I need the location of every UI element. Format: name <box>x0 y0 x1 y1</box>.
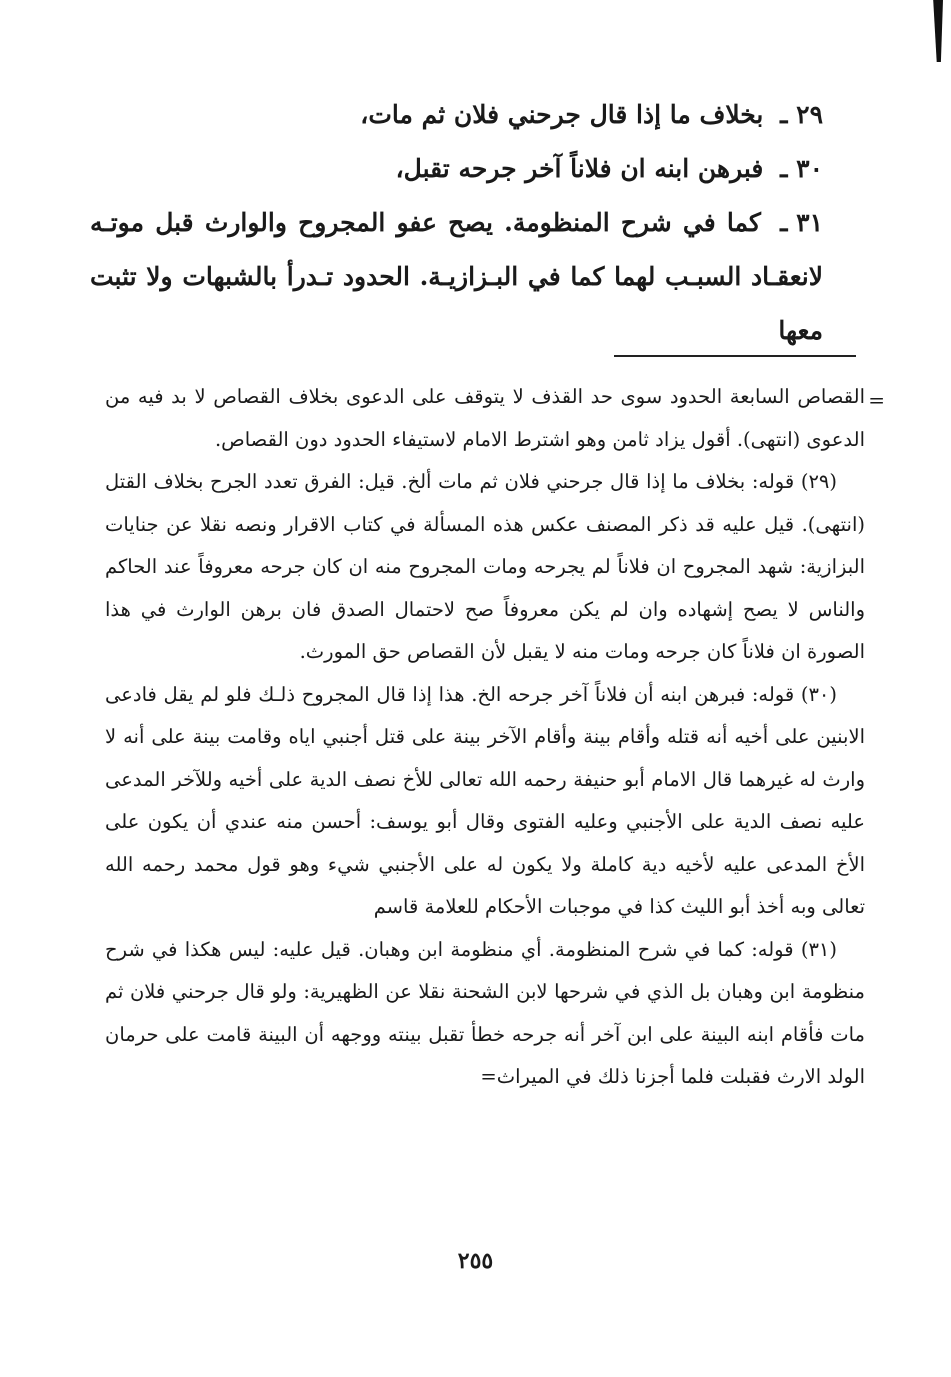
footnote-divider <box>614 355 856 357</box>
main-item-31 <box>90 196 823 358</box>
note-29: (٢٩) قوله: بخلاف ما إذا قال جرحني فلان ثم مات ألخ. قيل: الفرق تعدد الجرح بخلاف القتل (انتهى). قيل عليه قد ذكر المصنف عكس هذه المسألة في كتاب الاقرار ونصه نقلا عن جنايات البزازية: شهد المجروح ان فلاناً لم يجرحه ومات المجروح منه ان كان جرحه معروفاً عند الحاكم والناس لا يصح إشهاده وان لم يكن معروفاً صح لاحتمال الصدق فان برهن الوارث في هذا الصورة ان فلاناً كان جرحه ومات منه لا يقبل لأن القصاص حق المورث. <box>105 470 865 663</box>
item-text: بخلاف ما إذا قال جرحني فلان ثم مات، <box>360 100 764 129</box>
footnotes-block <box>105 376 865 1099</box>
note-31: (٣١) قوله: كما في شرح المنظومة. أي منظومة ابن وهبان. قيل عليه: ليس هكذا في شرح منظومة ابن وهبان بل الذي في شرحها لابن الشحنة نقلا عن الظهيرية: ولو قال جرحني فلان ثم مات فأقام ابنه البينة على ابن آخر أنه جرحه خطأ تقبل بينته ووجهه أن البينة قامت على حرمان الولد الارث فقبلت فلما أجزنا ذلك في الميراث= <box>105 937 865 1088</box>
item-number: ٣١ ـ <box>780 208 823 237</box>
item-text: كما في شرح المنظومة. يصح عفو المجروح والوارث قبل موتـه لانعقـاد السبـب لهما كما في البـزازيـة. الحدود تـدرأ بالشبهات ولا تثبت معها <box>90 208 823 345</box>
continuation-mark: = <box>868 388 885 412</box>
main-item-30 <box>90 142 823 196</box>
note-intro: القصاص السابعة الحدود سوى حد القذف لا يتوقف على الدعوى بخلاف القصاص لا بد فيه من الدعوى (انتهى). أقول يزاد ثامن وهو اشترط الامام لاستيفاء الحدود دون القصاص. <box>105 385 865 451</box>
main-item-29 <box>90 88 823 142</box>
page-edge-mark <box>929 0 943 62</box>
item-text: فبرهن ابنه ان فلاناً آخر جرحه تقبل، <box>395 154 764 183</box>
item-number: ٣٠ ـ <box>780 154 823 183</box>
page-number: ٢٥٥ <box>457 1248 494 1274</box>
item-number: ٢٩ ـ <box>780 100 823 129</box>
main-text-block <box>90 88 823 358</box>
note-30: (٣٠) قوله: فبرهن ابنه أن فلاناً آخر جرحه الخ. هذا إذا قال المجروح ذلـك فلو لم يقل فادعى الابنين على أخيه أنه قتله وأقام بينة وأقام الآخر بينة على قتل أجنبي اياه وقامت بينة على أنه لا وارث له غيرهما قال الامام أبو حنيفة رحمه الله تعالى للأخ نصف الدية على أخيه وللآخر المدعى عليه نصف الدية على الأجنبي وعليه الفتوى وقال أبو يوسف: أحسن منه عندي أن يكون على الأخ المدعى عليه لأخيه دية كاملة ولا يكون له على الأجنبي شيء وهو قول محمد رحمه الله تعالى وبه أخذ أبو الليث كذا في موجبات الأحكام للعلامة قاسم <box>105 682 865 918</box>
